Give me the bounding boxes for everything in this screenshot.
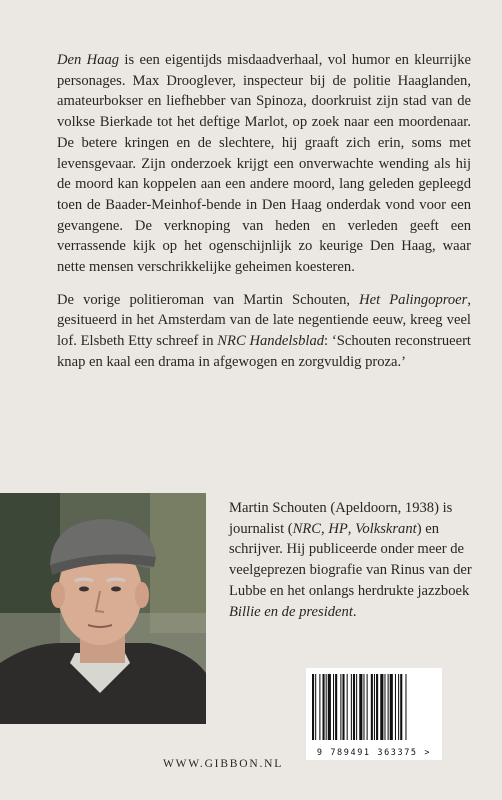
barcode-bar xyxy=(328,674,331,740)
blurb xyxy=(57,50,471,373)
isbn-digits: 9 789491 363375 xyxy=(316,748,418,758)
barcode-bar xyxy=(384,674,385,740)
blurb-paragraph-2 xyxy=(57,290,471,373)
italic-text-3: HP xyxy=(328,520,348,537)
barcode-bar xyxy=(363,674,364,740)
text-1: is een eigentijds misdaadverhaal, vol humor en kleurrijke personages. Max Drooglever, inspecteur bij de politie Haaglanden, amateurbokser en liefhebber van Spinoza, doorkruist zijn stad van de volkse Bierkade tot het deftige Marlot, op zoek naar een moordenaar. De betere kringen en de slechtere, hij graaft zich erin, soms met levensgevaar. Zijn onderzoek krijgt een onverwachte wending als hij de moord kan koppelen aan een andere moord, lang geleden gepleegd toen de Baader-Meinhof-bende in Den Haag onderdak vond voor een gevangene. De verknoping van heden en verleden geeft een verrassende kijk op het ogenschijnlijk zo keurige Den Haag, waar nette mensen verschrikkelijke geheimen koesteren. xyxy=(57,52,471,276)
barcode-bar xyxy=(398,674,399,740)
text-4: , xyxy=(347,520,356,537)
publisher-website[interactable]: WWW.GIBBON.NL xyxy=(163,758,284,770)
barcode-bar xyxy=(315,674,316,740)
barcode-bar xyxy=(405,674,406,740)
blurb-paragraph-1 xyxy=(57,50,471,278)
barcode-bar xyxy=(367,674,368,740)
barcode-bar xyxy=(312,674,314,740)
italic-text-7: Billie en de president xyxy=(229,603,353,620)
italic-text-5: Volkskrant xyxy=(355,520,417,537)
isbn-number xyxy=(306,748,442,758)
barcode-bar xyxy=(390,674,393,740)
barcode-bar xyxy=(400,674,402,740)
barcode-bar xyxy=(380,674,383,740)
barcode-bar xyxy=(353,674,355,740)
barcode-bar xyxy=(359,674,362,740)
italic-text-1: NRC xyxy=(292,520,322,537)
text-0: Martin Schouten (Apeldoorn, 1938) is journalist ( xyxy=(229,500,453,537)
barcode-bar xyxy=(374,674,375,740)
barcode-bar xyxy=(323,674,325,740)
italic-text-3: NRC Handelsblad xyxy=(217,333,325,350)
text-2: , xyxy=(321,520,329,537)
barcode-bar xyxy=(388,674,389,740)
italic-text-1: Het Palingoproer xyxy=(359,291,468,308)
barcode-bar xyxy=(342,674,344,740)
text-0: De vorige politieroman van Martin Schouten, xyxy=(57,291,360,308)
text-6: ) en schrijver. Hij publiceerde onder meer de veelgeprezen biografie van Rinus van der Lubbe en het onlangs herdrukte jazzboek xyxy=(229,520,472,599)
barcode-bar xyxy=(319,674,320,740)
isbn-suffix: > xyxy=(424,748,432,758)
text-8: . xyxy=(352,603,357,620)
barcode-bar xyxy=(371,674,373,740)
text-2: , gesitueerd in het Amsterdam van de late negentiende eeuw, kreeg veel lof. Elsbeth Etty schreef in xyxy=(57,291,471,350)
barcode-bar xyxy=(356,674,357,740)
barcode-bar xyxy=(395,674,396,740)
barcode-bar xyxy=(333,674,334,740)
italic-text-0: Den Haag xyxy=(57,52,120,68)
author-photo xyxy=(0,493,206,724)
barcode-bar xyxy=(340,674,341,740)
barcode-bar xyxy=(376,674,378,740)
barcode-bar xyxy=(351,674,352,740)
barcode-bar xyxy=(347,674,348,740)
barcode-bar xyxy=(326,674,327,740)
isbn-barcode xyxy=(306,668,442,760)
text-4: : ‘Schouten reconstrueert knap en kaal een drama in afgewogen en zorgvuldig proza.’ xyxy=(57,333,471,370)
author-bio xyxy=(229,498,475,622)
barcode-bar xyxy=(335,674,337,740)
